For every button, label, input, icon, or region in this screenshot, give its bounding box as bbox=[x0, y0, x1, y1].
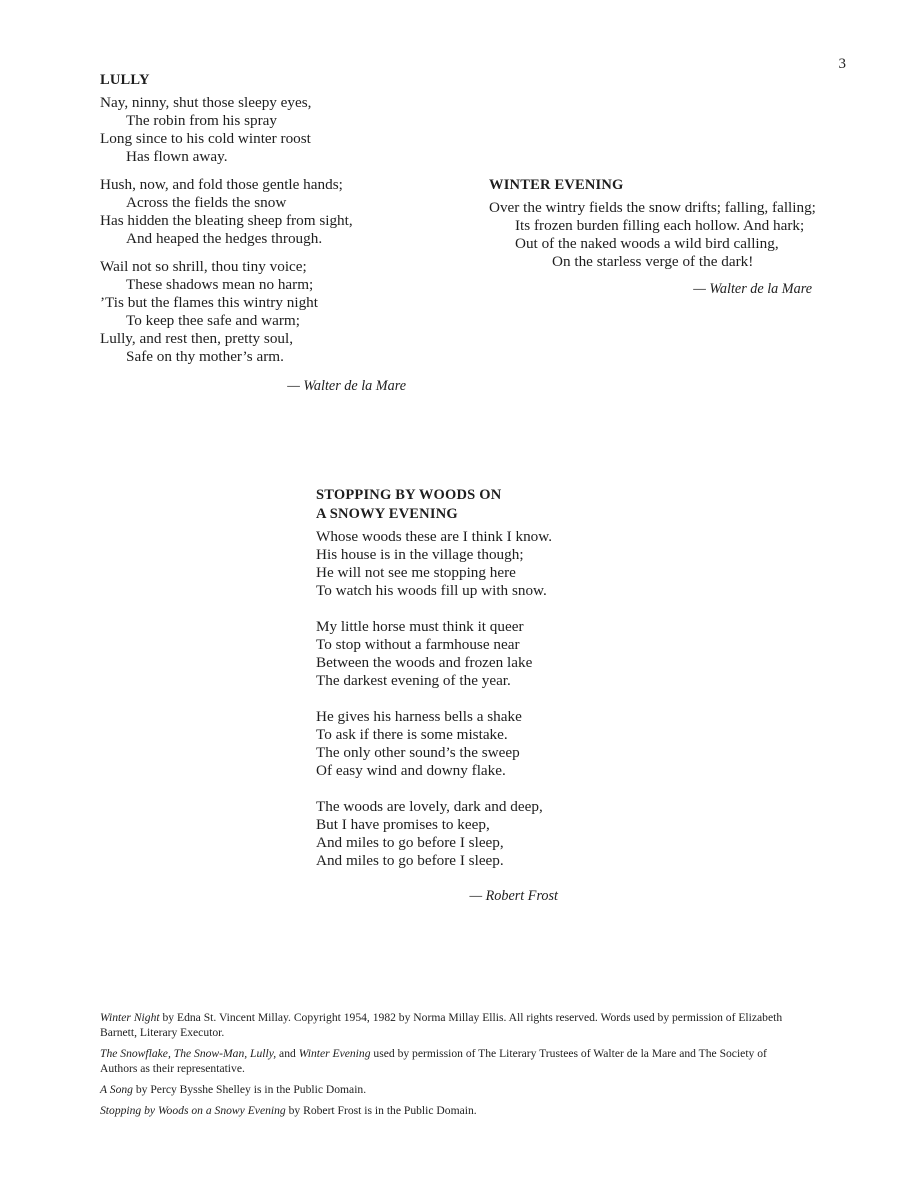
poem-line: Nay, ninny, shut those sleepy eyes, bbox=[100, 94, 312, 111]
poem-line: Long since to his cold winter roost bbox=[100, 130, 311, 147]
stanza bbox=[316, 528, 558, 600]
poem-line: Across the fields the snow bbox=[126, 194, 287, 211]
stanza bbox=[100, 258, 406, 366]
poem-line: Of easy wind and downy flake. bbox=[316, 762, 506, 779]
footnote-title: Winter Evening bbox=[298, 1047, 371, 1060]
poem-line: Wail not so shrill, thou tiny voice; bbox=[100, 258, 307, 275]
poem-line: The woods are lovely, dark and deep, bbox=[316, 798, 543, 815]
poem-title: STOPPING BY WOODS ON bbox=[316, 487, 502, 503]
poem-line: He will not see me stopping here bbox=[316, 564, 516, 581]
poem-line: ’Tis but the flames this wintry night bbox=[100, 294, 318, 311]
poem-line: Its frozen burden filling each hollow. And hark; bbox=[515, 217, 805, 234]
stanza bbox=[100, 94, 406, 166]
footnote bbox=[100, 1082, 800, 1097]
footnote-text: by Edna St. Vincent Millay. Copyright 1954, 1982 by Norma Millay Ellis. All rights reserved. Words used by permission of Elizabeth Barnett, Literary Executor. bbox=[100, 1011, 783, 1039]
poem-stopping-by-woods bbox=[316, 486, 558, 905]
poem-line: Safe on thy mother’s arm. bbox=[126, 348, 284, 365]
poem-line: My little horse must think it queer bbox=[316, 618, 524, 635]
stanza bbox=[316, 618, 558, 690]
poem-line: Has flown away. bbox=[126, 148, 228, 165]
poem-line: These shadows mean no harm; bbox=[126, 276, 314, 293]
poem-attribution: — Walter de la Mare bbox=[693, 281, 812, 297]
poem-line: And miles to go before I sleep. bbox=[316, 852, 504, 869]
poem-line: The robin from his spray bbox=[126, 112, 277, 129]
poem-line: Between the woods and frozen lake bbox=[316, 654, 533, 671]
stanza bbox=[316, 708, 558, 780]
poem-line: Has hidden the bleating sheep from sight, bbox=[100, 212, 353, 229]
poem-line: But I have promises to keep, bbox=[316, 816, 490, 833]
poem-line: Whose woods these are I think I know. bbox=[316, 528, 553, 545]
poem-title: WINTER EVENING bbox=[489, 177, 624, 193]
poem-line: Out of the naked woods a wild bird calling, bbox=[515, 235, 779, 252]
poem-line: To watch his woods fill up with snow. bbox=[316, 582, 547, 599]
footnote-title: The Snowflake, The Snow-Man, Lully, bbox=[100, 1047, 277, 1060]
poem-line: And heaped the hedges through. bbox=[126, 230, 323, 247]
footnote-text: and bbox=[276, 1047, 299, 1060]
stanza bbox=[489, 199, 816, 271]
poem-line: He gives his harness bells a shake bbox=[316, 708, 522, 725]
poem-line: To ask if there is some mistake. bbox=[316, 726, 508, 743]
poem-title: A SNOWY EVENING bbox=[316, 506, 458, 522]
poem-line: The darkest evening of the year. bbox=[316, 672, 511, 689]
poem-attribution: — Walter de la Mare bbox=[287, 378, 406, 394]
poem-line: Hush, now, and fold those gentle hands; bbox=[100, 176, 343, 193]
poem-line: Lully, and rest then, pretty soul, bbox=[100, 330, 294, 347]
stanza bbox=[316, 798, 558, 870]
stanza bbox=[100, 176, 406, 248]
footnote-title: A Song bbox=[100, 1083, 133, 1096]
poem-title: LULLY bbox=[100, 72, 150, 88]
poem-line: On the starless verge of the dark! bbox=[552, 253, 754, 270]
poem-line: To stop without a farmhouse near bbox=[316, 636, 520, 653]
poem-line: And miles to go before I sleep, bbox=[316, 834, 504, 851]
poem-line: To keep thee safe and warm; bbox=[126, 312, 300, 329]
footnote bbox=[100, 1046, 800, 1076]
footnote-title: Winter Night bbox=[100, 1011, 160, 1024]
footnote-text: used by permission of The Literary Trustees of Walter de la Mare and The Society of Authors as their representative. bbox=[100, 1047, 767, 1075]
footnote bbox=[100, 1010, 800, 1040]
page-number: 3 bbox=[838, 56, 846, 72]
footnote-title: Stopping by Woods on a Snowy Evening bbox=[100, 1104, 286, 1117]
poem-winter-evening bbox=[489, 175, 816, 298]
poem-line: His house is in the village though; bbox=[316, 546, 524, 563]
poem-line: Over the wintry fields the snow drifts; falling, falling; bbox=[489, 199, 816, 216]
footnote-text: by Percy Bysshe Shelley is in the Public Domain. bbox=[132, 1083, 367, 1096]
poem-attribution: — Robert Frost bbox=[469, 888, 558, 904]
poem-line: The only other sound’s the sweep bbox=[316, 744, 520, 761]
footnote bbox=[100, 1103, 800, 1118]
poem-lully bbox=[100, 70, 406, 395]
permissions-footnotes bbox=[100, 1010, 800, 1124]
footnote-text: by Robert Frost is in the Public Domain. bbox=[285, 1104, 477, 1117]
